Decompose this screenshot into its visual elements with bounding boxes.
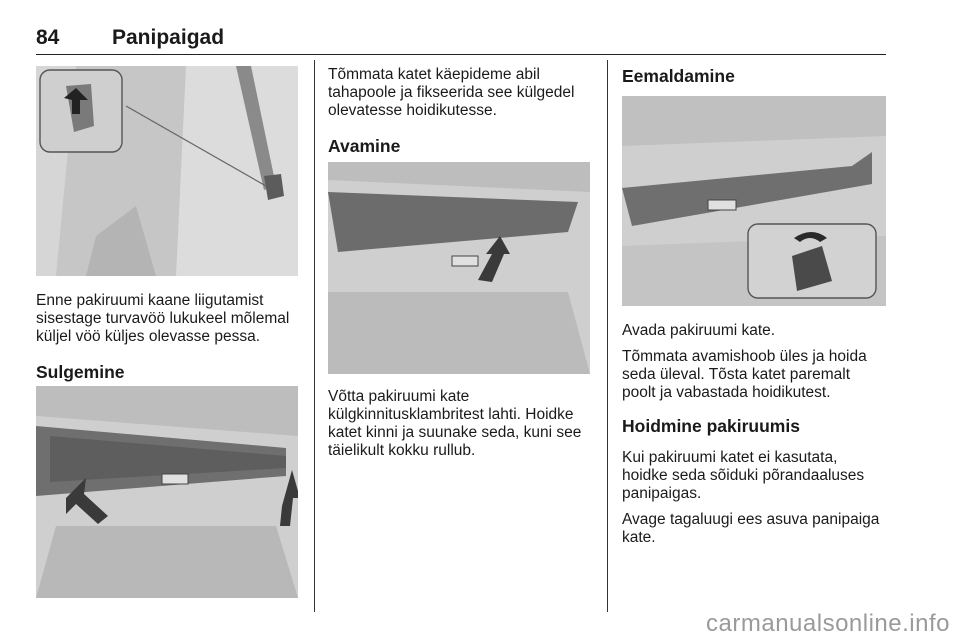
opening-cover-illustration xyxy=(328,162,590,374)
heading-removal: Eemaldamine xyxy=(622,66,735,86)
chapter-title: Panipaigad xyxy=(112,26,225,49)
closing-cover-illustration xyxy=(36,386,298,598)
watermark: carmanualsonline.info xyxy=(706,610,950,637)
remove-step-1: Avada pakiruumi kate. xyxy=(622,322,776,339)
middle-column-text xyxy=(328,66,596,171)
seatbelt-instruction: Enne pakiruumi kaane liigutamist sisestage turvavöö lukukeel mõlemal küljel vöö küljes olevasse pessa. xyxy=(36,292,290,345)
storage-text-1: Kui pakiruumi katet ei kasutata, hoidke seda sõiduki põrandaaluses panipaigas. xyxy=(622,449,865,502)
page-header xyxy=(36,26,886,55)
seatbelt-illustration xyxy=(36,66,298,276)
page-number: 84 xyxy=(36,26,60,49)
pull-cover-instruction: Tõmmata katet käepideme abil tahapoole ja fikseerida see külgedel olevatesse hoidikutesse. xyxy=(328,66,575,119)
open-instruction: Võtta pakiruumi kate külgkinnitusklambritest lahti. Hoidke katet kinni ja suunake seda, kuni see täielikult kokku rullub. xyxy=(328,388,582,459)
middle-column-open-text xyxy=(328,388,596,468)
left-column-text xyxy=(36,292,302,397)
remove-step-2: Tõmmata avamishoob üles ja hoida seda üleval. Tõsta katet paremalt poolt ja vabastada hoidikutest. xyxy=(622,348,867,401)
storage-text-2: Avage tagaluugi ees asuva panipaiga kate. xyxy=(622,511,880,546)
column-divider-left xyxy=(314,60,315,612)
column-divider-right xyxy=(607,60,608,612)
heading-storage: Hoidmine pakiruumis xyxy=(622,416,800,436)
heading-closing: Sulgemine xyxy=(36,362,125,382)
right-column-text xyxy=(622,322,894,555)
removal-illustration xyxy=(622,96,886,306)
heading-opening: Avamine xyxy=(328,136,401,156)
